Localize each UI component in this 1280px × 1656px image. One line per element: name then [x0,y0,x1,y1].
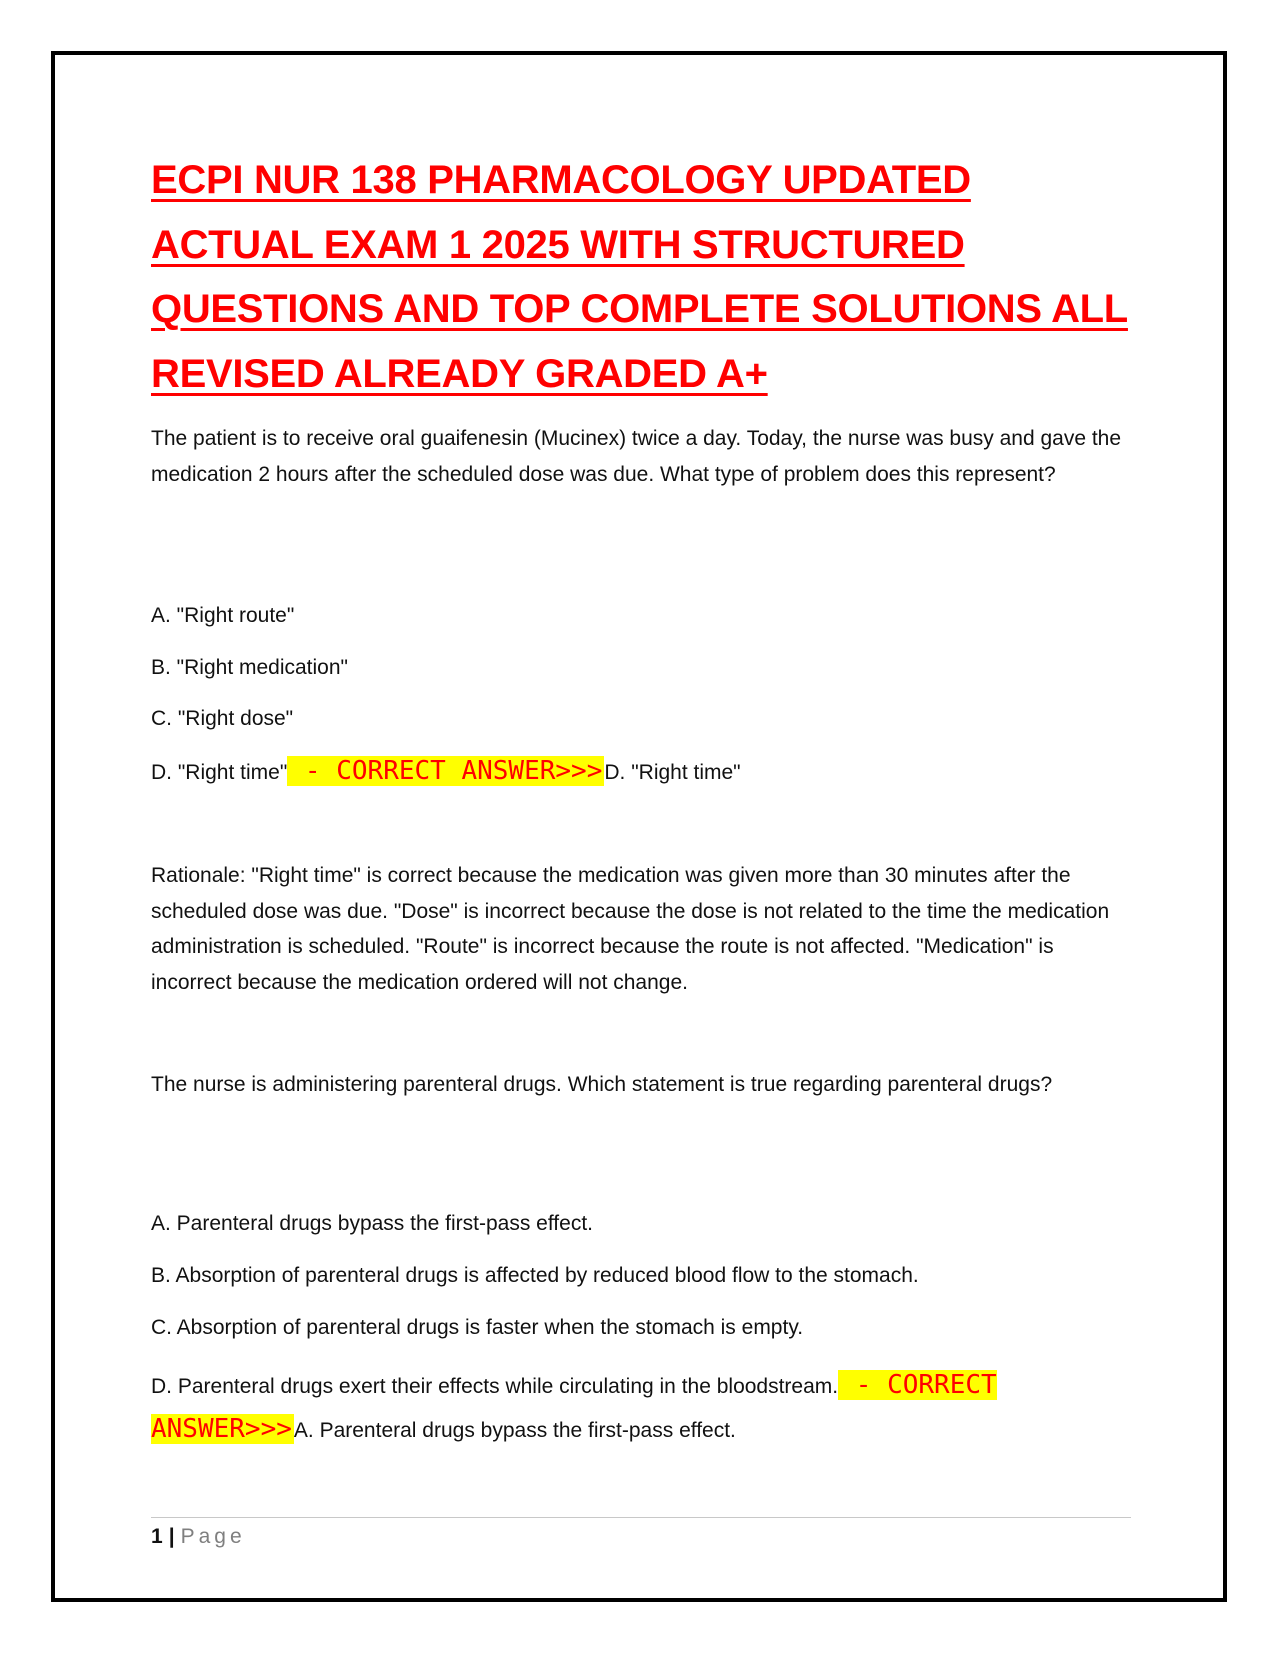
question-2-option-b: B. Absorption of parenteral drugs is affected by reduced blood flow to the stomach. [151,1264,919,1287]
question-2-option-d: D. Parenteral drugs exert their effects while circulating in the bloodstream. [151,1375,839,1398]
document-title: ECPI NUR 138 PHARMACOLOGY UPDATED ACTUAL EXAM 1 2025 WITH STRUCTURED QUESTIONS AND TOP COMPLETE SOLUTIONS ALL REVISED ALREADY GRADED A+ [151,158,1128,396]
question-2-option-c: C. Absorption of parenteral drugs is faster when the stomach is empty. [151,1316,804,1339]
question-1-stem: The patient is to receive oral guaifenesin (Mucinex) twice a day. Today, the nurse was busy and gave the medication 2 hours after the scheduled dose was due. What type of problem does this represent? [151,427,1122,486]
correct-answer-marker: - CORRECT ANSWER>>> [289,756,603,786]
question-1-option-a: A. "Right route" [151,604,295,627]
page-label: Page [180,1525,246,1548]
footer-separator: | [168,1525,175,1548]
question-2-option-d-line [151,1364,1126,1452]
question-2-stem: The nurse is administering parenteral drugs. Which statement is true regarding parenteral drugs? [151,1073,1053,1096]
page-number: 1 [151,1525,163,1548]
question-1-option-d-line [151,754,1126,790]
question-1-answer: D. "Right time" [604,761,741,784]
question-1-option-d: D. "Right time" [151,761,288,784]
question-1-rationale: Rationale: "Right time" is correct because the medication was given more than 30 minutes after the scheduled dose was due. "Dose" is incorrect because the dose is not related to the time the medication administration is scheduled. "Route" is incorrect because the route is not affected. "Medication" is incorrect because the medication ordered will not change. [151,864,1110,994]
footer-divider [151,1517,1131,1518]
correct-answer-marker: - CORRECT ANSWER>>> [151,1370,997,1444]
question-2-answer: A. Parenteral drugs bypass the first-pass effect. [293,1419,736,1442]
question-1-option-c: C. "Right dose" [151,707,294,730]
question-2-option-a: A. Parenteral drugs bypass the first-pass effect. [151,1212,593,1235]
question-1-option-b: B. "Right medication" [151,656,348,679]
page-footer [151,1522,246,1552]
